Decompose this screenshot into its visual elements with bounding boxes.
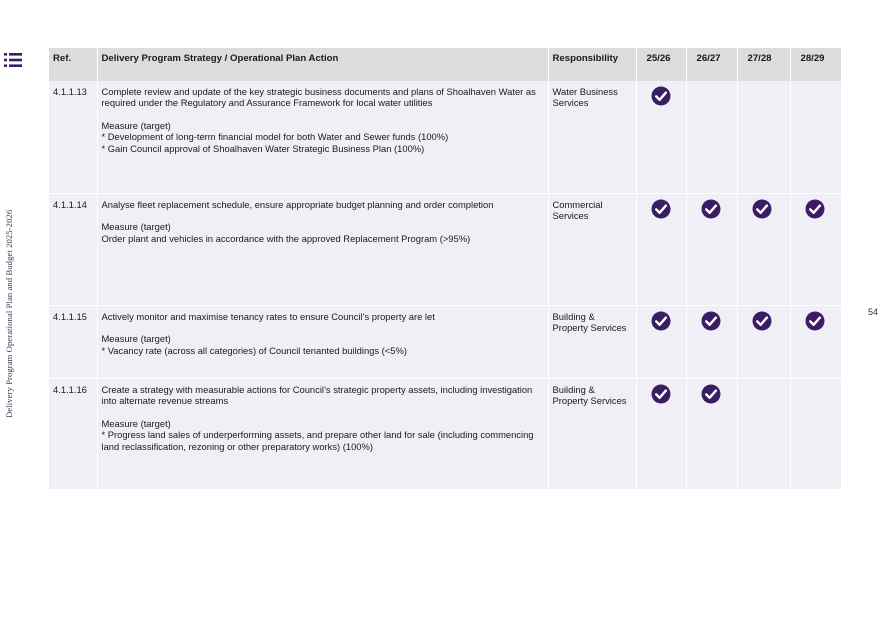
responsibility-cell: Building & Property Services <box>548 379 636 490</box>
year-cell <box>686 306 737 379</box>
check-circle-icon <box>651 199 671 219</box>
action-cell <box>97 379 548 490</box>
ref-cell: 4.1.1.16 <box>49 379 97 490</box>
header-ref: Ref. <box>49 48 97 81</box>
table-row <box>49 194 841 306</box>
year-cell <box>737 81 790 194</box>
action-cell <box>97 81 548 194</box>
check-circle-icon <box>651 86 671 106</box>
responsibility-cell: Building & Property Services <box>548 306 636 379</box>
action-text: Create a strategy with measurable actions for Council’s strategic property assets, including investigation into alternate revenue streams <box>101 384 533 407</box>
list-icon[interactable] <box>4 52 22 68</box>
responsibility-cell: Commercial Services <box>548 194 636 306</box>
check-circle-icon <box>701 311 721 331</box>
year-cell <box>686 81 737 194</box>
year-cell <box>737 379 790 490</box>
responsibility-cell: Water Business Services <box>548 81 636 194</box>
measure-text: Measure (target) * Development of long-term financial model for both Water and Sewer funds (100%) * Gain Council approval of Shoalhaven Water Strategic Business Plan (100%) <box>101 119 449 154</box>
header-action: Delivery Program Strategy / Operational Plan Action <box>97 48 548 81</box>
year-cell <box>686 379 737 490</box>
year-cell <box>686 194 737 306</box>
year-cell <box>737 306 790 379</box>
check-circle-icon <box>701 199 721 219</box>
ref-cell: 4.1.1.13 <box>49 81 97 194</box>
header-responsibility: Responsibility <box>548 48 636 81</box>
header-year-2: 26/27 <box>686 48 737 81</box>
table-header-row <box>49 48 841 81</box>
document-title: Delivery Program Operational Plan and Budget 2025-2026 <box>4 209 14 418</box>
table-row <box>49 81 841 194</box>
check-circle-icon <box>752 311 772 331</box>
year-cell <box>790 194 841 306</box>
ref-cell: 4.1.1.14 <box>49 194 97 306</box>
year-cell <box>790 306 841 379</box>
header-year-3: 27/28 <box>737 48 790 81</box>
header-year-1: 25/26 <box>636 48 686 81</box>
year-cell <box>636 194 686 306</box>
action-cell <box>97 306 548 379</box>
check-circle-icon <box>701 384 721 404</box>
ref-cell: 4.1.1.15 <box>49 306 97 379</box>
year-cell <box>636 379 686 490</box>
action-cell <box>97 194 548 306</box>
check-circle-icon <box>651 311 671 331</box>
action-text: Actively monitor and maximise tenancy rates to ensure Council’s property are let <box>101 311 435 322</box>
page-number: 54 <box>868 307 879 317</box>
year-cell <box>790 379 841 490</box>
measure-text: Measure (target) Order plant and vehicles in accordance with the approved Replacement Program (>95%) <box>101 221 471 244</box>
action-text: Complete review and update of the key strategic business documents and plans of Shoalhaven Water as required under the Regulatory and Assurance Framework for local water utilities <box>101 86 536 109</box>
table-row <box>49 379 841 490</box>
year-cell <box>737 194 790 306</box>
year-cell <box>790 81 841 194</box>
operational-plan-table <box>49 48 842 490</box>
check-circle-icon <box>805 311 825 331</box>
check-circle-icon <box>752 199 772 219</box>
year-cell <box>636 81 686 194</box>
action-text: Analyse fleet replacement schedule, ensure appropriate budget planning and order completion <box>101 199 494 210</box>
table-row <box>49 306 841 379</box>
check-circle-icon <box>805 199 825 219</box>
header-year-4: 28/29 <box>790 48 841 81</box>
measure-text: Measure (target) * Progress land sales of underperforming assets, and prepare other land for sale (including commencing land reclassification, rezoning or other preparatory works) (100%) <box>101 417 534 452</box>
year-cell <box>636 306 686 379</box>
measure-text: Measure (target) * Vacancy rate (across all categories) of Council tenanted buildings (<5%) <box>101 333 407 356</box>
check-circle-icon <box>651 384 671 404</box>
